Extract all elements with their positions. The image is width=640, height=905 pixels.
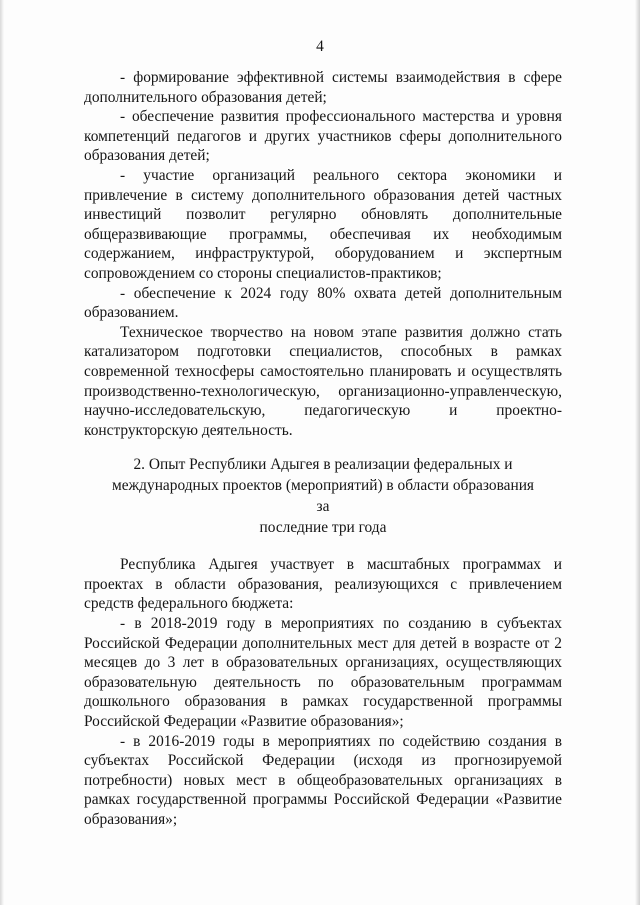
scan-edge-right — [635, 0, 640, 905]
list-item-coverage-target: - обеспечение к 2024 году 80% охвата детей дополнительным образованием. — [84, 284, 562, 322]
paragraph-technical-creativity: Техническое творчество на новом этапе развития должно стать катализатором подготовки специалистов, способных в рамках современной техносферы самостоятельно планировать и осуществлять производственно-технологическую, организационно-управленческую, научно-исследовательскую, педагогическую и проектно-конструкторскую деятельность. — [84, 323, 562, 439]
list-item-private-investment: - участие организаций реального сектора экономики и привлечение в систему дополнительного образования детей частных инвестиций позволит регулярно обновлять дополнительные общеразвивающие программы, обеспечивая их необходимым содержанием, инфраструктурой, оборудованием и экспертным сопровождением со стороны специалистов-практиков; — [84, 166, 562, 282]
list-item-professional-development: - обеспечение развития профессионального мастерства и уровня компетенций педагогов и других участников сферы дополнительного образования детей; — [84, 108, 562, 165]
paragraph-federal-programs: Республика Адыгея участвует в масштабных программах и проектах в области образования, реализующихся с привлечением средств федерального бюджета: — [84, 556, 562, 613]
section-heading-line: 2. Опыт Республики Адыгея в реализации федеральных и — [133, 456, 513, 474]
section-heading-line: последние три года — [259, 519, 387, 537]
list-item-interaction-system: - формирование эффективной системы взаимодействия в сфере дополнительного образования детей; — [84, 69, 562, 106]
list-item-school-places: - в 2016-2019 годы в мероприятиях по содействию создания в субъектах Российской Федерации (исходя из прогнозируемой потребности) новых мест в общеобразовательных организациях в рамках государственной программы Российской Федерации «Развитие образования»; — [84, 732, 562, 828]
page-number: 4 — [316, 38, 324, 55]
section-heading — [84, 454, 562, 538]
list-item-preschool-places: - в 2018-2019 году в мероприятиях по созданию в субъектах Российской Федерации дополнительных мест для детей в возрасте от 2 месяцев до 3 лет в образовательных организациях, осуществляющих образовательную деятельность по образовательным программам дошкольного образования в рамках государственной программы Российской Федерации «Развитие образования»; — [84, 615, 562, 731]
scan-edge-left — [0, 0, 4, 905]
document-body — [84, 68, 562, 830]
section-heading-line: международных проектов (мероприятий) в области образования за — [111, 477, 535, 516]
